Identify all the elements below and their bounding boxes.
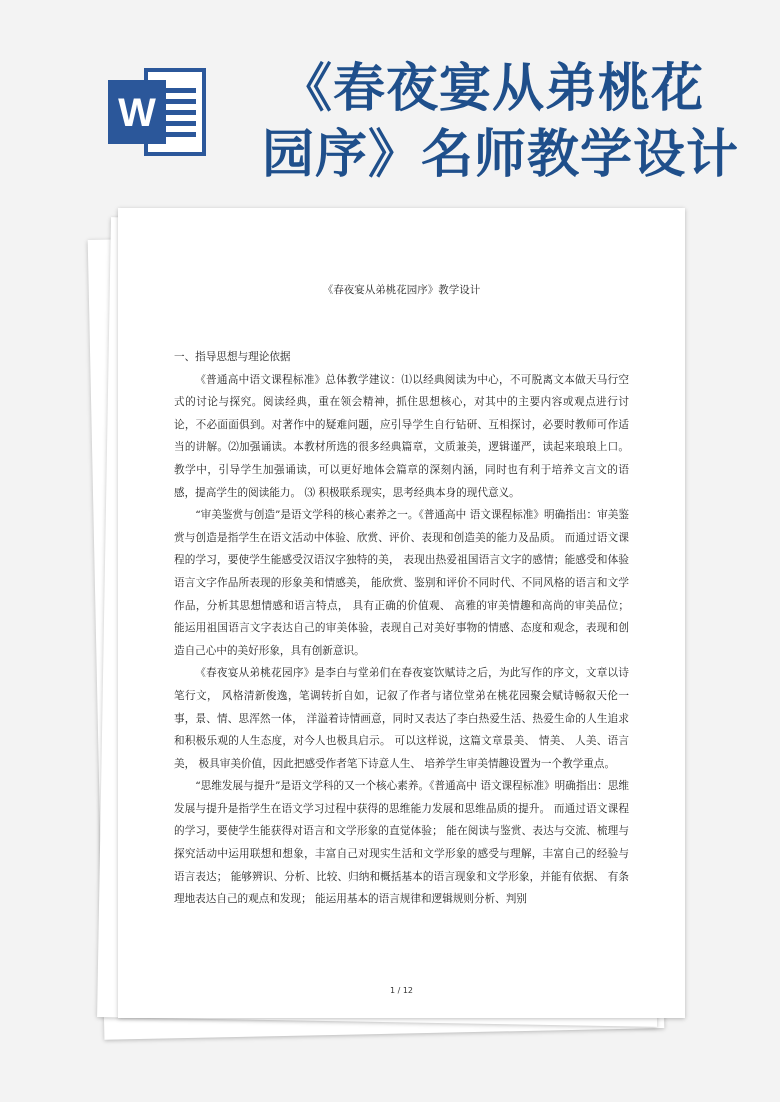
paragraph-4: “思维发展与提升”是语文学科的又一个核心素养。《普通高中 语文课程标准》明确指出：思维发展与提升是指学生在语文学习过程中获得的思维能力发展和思维品质的提升。 而通过语文课程的学习，要使学生能获得对语言和文学形象的直觉体验； 能在阅读与鉴赏、表达与交流、梳理与探究活动中运用联想和想象，丰富自己对现实生活和文学形象的感受与理解，丰富自己的经验与语言表达； 能够辨识、分析、比较、归纳和概括基本的语言现象和文学形象，并能有依据、 有条理地表达自己的观点和发现； 能运用基本的语言规律和逻辑规则分析、判别 [174, 780, 629, 906]
paragraph-1: 《普通高中语文课程标准》总体教学建议：⑴以经典阅读为中心，不可脱离文本做天马行空式的讨论与探究。阅读经典，重在领会精神，抓住思想核心，对其中的主要内容或观点进行讨论，不必面面俱到。对著作中的疑难问题，应引导学生自行钻研、互相探讨，必要时教师可作适当的讲解。⑵加强诵读。本教材所选的很多经典篇章，文质兼美，逻辑谨严，读起来琅琅上口。教学中，引导学生加强诵读，可以更好地体会篇章的深刻内涵，同时也有利于培养文言文的语感，提高学生的阅读能力。 ⑶ 积极联系现实，思考经典本身的现代意义。 [174, 373, 629, 499]
page-number: 1 / 12 [389, 986, 414, 995]
document-title: 《春夜宴从弟桃花园序》教学设计 [322, 284, 481, 296]
paragraph-3: 《春夜宴从弟桃花园序》是李白与堂弟们在春夜宴饮赋诗之后，为此写作的序文，文章以诗笔行文， 风格清新俊逸，笔调转折自如，记叙了作者与诸位堂弟在桃花园聚会赋诗畅叙天伦一事，景、情、思浑然一体， 洋溢着诗情画意，同时又表达了李白热爱生活、热爱生命的人生追求和积极乐观的人生态度，对今人也极具启示。 可以这样说，这篇文章景美、 情美、 人美、语言美， 极具审美价值，因此把感受作者笔下诗意人生、 培养学生审美情趣设置为一个教学重点。 [174, 667, 629, 770]
banner-title [262, 56, 762, 188]
word-icon-letter: W [118, 91, 156, 135]
document-page [118, 208, 685, 1018]
word-document-icon [108, 66, 208, 158]
banner-title-line2: 园序》名师教学设计 [262, 125, 740, 185]
document-body [174, 346, 629, 911]
paragraph-2: “审美鉴赏与创造”是语文学科的核心素养之一。《普通高中 语文课程标准》明确指出：审美鉴赏与创造是指学生在语文活动中体验、欣赏、评价、表现和创造美的能力及品质。 而通过语文课程的学习，要使学生能感受汉语汉字独特的美， 表现出热爱祖国语言文字的感情；能感受和体验语言文字作品所表现的形象美和情感美， 能欣赏、鉴别和评价不同时代、不同风格的语言和文学作品，分析其思想情感和语言特点， 具有正确的价值观、 高雅的审美情趣和高尚的审美品位； 能运用祖国语言文字表达自己的审美体验，表现自己对美好事物的情感、态度和观念，表现和创造自己心中的美好形象，具有创新意识。 [174, 509, 629, 657]
section-heading: 一、指导思想与理论依据 [174, 351, 291, 363]
banner-title-line1: 《春夜宴从弟桃花 [280, 59, 705, 119]
